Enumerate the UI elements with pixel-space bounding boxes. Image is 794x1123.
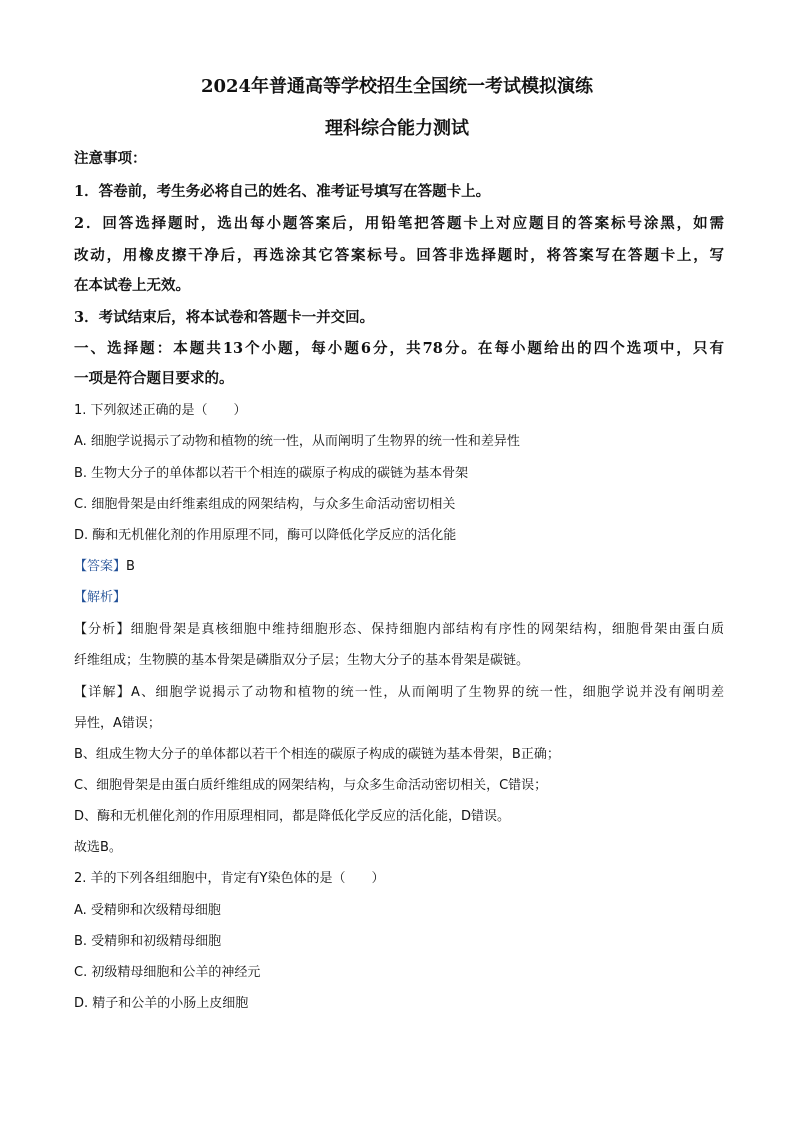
q1-analysis-heading bbox=[74, 589, 724, 607]
q1-stem: 1. 下列叙述正确的是（ ） bbox=[74, 403, 247, 418]
section-instruction-line-2: 一项是符合题目要求的。 bbox=[74, 370, 234, 387]
q1-fenxi-line-1 bbox=[74, 621, 724, 639]
exam-title: 2024年普通高等学校招生全国统一考试模拟演练 bbox=[200, 76, 594, 97]
section-instruction-line-1: 一、选择题：本题共13个小题，每小题6分，共78分。在每小题给出的四个选项中，只有 bbox=[74, 340, 724, 357]
xiangjie-tag: 【详解】 bbox=[74, 685, 131, 700]
notice-item-2-line-1: 2．回答选择题时，选出每小题答案后，用铅笔把答题卡上对应题目的答案标号涂黑，如需 bbox=[74, 215, 724, 232]
q1-option-b: B. 生物大分子的单体都以若干个相连的碳原子构成的碳链为基本骨架 bbox=[74, 466, 469, 481]
fenxi-tag: 【分析】 bbox=[74, 622, 131, 637]
fenxi-text-1: 细胞骨架是真核细胞中维持细胞形态、保持细胞内部结构有序性的网架结构，细胞骨架由蛋白质 bbox=[130, 622, 724, 637]
exam-subtitle: 理科综合能力测试 bbox=[325, 118, 469, 139]
analysis-tag: 【解析】 bbox=[74, 590, 127, 605]
q2-option-a: A. 受精卵和次级精母细胞 bbox=[74, 903, 221, 918]
q1-fenxi-line-2: 纤维组成；生物膜的基本骨架是磷脂双分子层；生物大分子的基本骨架是碳链。 bbox=[74, 653, 530, 668]
notice-heading: 注意事项： bbox=[74, 150, 147, 167]
q1-xiangjie-d: D、酶和无机催化剂的作用原理相同，都是降低化学反应的活化能，D错误。 bbox=[74, 809, 511, 824]
answer-tag: 【答案】 bbox=[74, 559, 127, 574]
notice-item-2-line-2: 改动，用橡皮擦干净后，再选涂其它答案标号。回答非选择题时，将答案写在答题卡上，写 bbox=[74, 247, 724, 264]
q2-option-b: B. 受精卵和初级精母细胞 bbox=[74, 934, 222, 949]
q1-answer bbox=[74, 558, 724, 576]
notice-item-3: 3．考试结束后，将本试卷和答题卡一并交回。 bbox=[74, 309, 375, 326]
q2-option-c: C. 初级精母细胞和公羊的神经元 bbox=[74, 965, 261, 980]
q2-option-d: D. 精子和公羊的小肠上皮细胞 bbox=[74, 996, 249, 1011]
q1-option-c: C. 细胞骨架是由纤维素组成的网架结构，与众多生命活动密切相关 bbox=[74, 497, 456, 512]
q1-option-a: A. 细胞学说揭示了动物和植物的统一性，从而阐明了生物界的统一性和差异性 bbox=[74, 434, 520, 449]
answer-value: B bbox=[126, 559, 135, 574]
q1-xiangjie-c: C、细胞骨架是由蛋白质纤维组成的网架结构，与众多生命活动密切相关，C错误； bbox=[74, 778, 548, 793]
q1-xiangjie-b: B、组成生物大分子的单体都以若干个相连的碳原子构成的碳链为基本骨架，B正确； bbox=[74, 747, 560, 762]
xiangjie-text-1: A、细胞学说揭示了动物和植物的统一性，从而阐明了生物界的统一性，细胞学说并没有阐明差 bbox=[131, 685, 724, 700]
q1-xiangjie-line-2: 异性，A错误； bbox=[74, 716, 161, 731]
notice-item-2-line-3: 在本试卷上无效。 bbox=[74, 277, 190, 294]
q1-conclusion: 故选B。 bbox=[74, 840, 122, 855]
q1-option-d: D. 酶和无机催化剂的作用原理不同，酶可以降低化学反应的活化能 bbox=[74, 528, 457, 543]
q2-stem: 2. 羊的下列各组细胞中，肯定有Y染色体的是（ ） bbox=[74, 871, 385, 886]
notice-item-1: 1．答卷前，考生务必将自己的姓名、准考证号填写在答题卡上。 bbox=[74, 183, 491, 200]
q1-xiangjie-line-1 bbox=[74, 684, 724, 702]
